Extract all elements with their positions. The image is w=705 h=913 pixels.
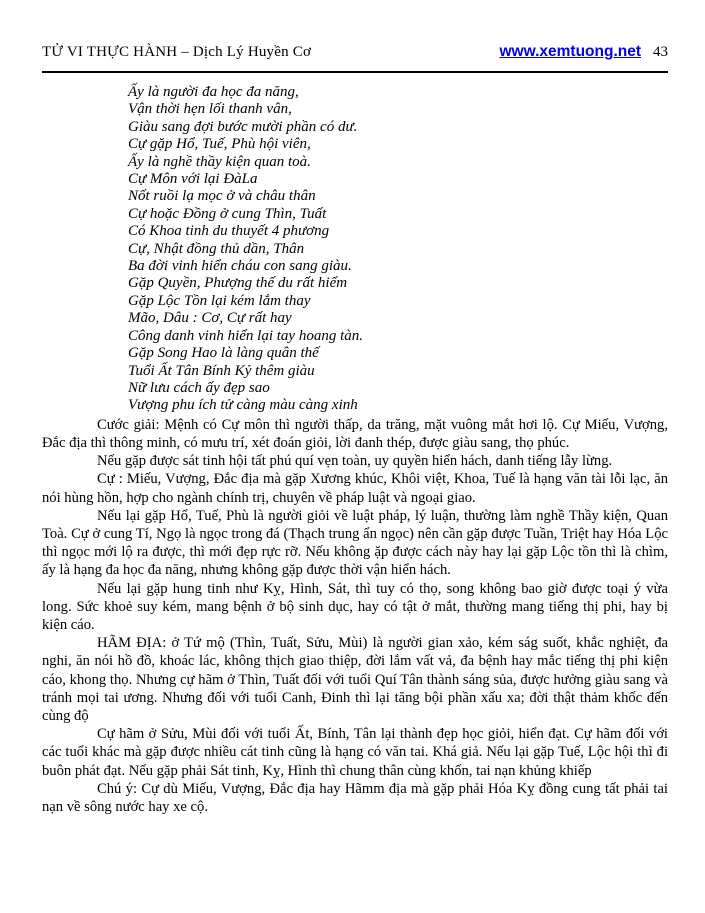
- verse-line: Gặp Quyền, Phượng thế du rất hiếm: [128, 275, 348, 292]
- verse-line: Gặp Lộc Tồn lại kém lắm thay: [128, 292, 311, 309]
- verse-line: Gặp Song Hao là làng quân thế: [128, 345, 319, 362]
- verse-line: Nữ lưu cách ấy đẹp sao: [128, 379, 270, 396]
- page-header: [42, 44, 668, 60]
- book-title: TỬ VI THỰC HÀNH – Dịch Lý Huyền Cơ: [42, 44, 312, 60]
- verse-line: Nốt ruồi lạ mọc ở và châu thân: [128, 188, 316, 205]
- verse-line: Mão, Dâu : Cơ, Cự rất hay: [128, 310, 292, 327]
- verse-line: Cự, Nhật đồng thủ dần, Thân: [128, 240, 305, 257]
- verse-line: Công danh vinh hiển lại tay hoang tàn.: [128, 327, 363, 344]
- verse-line: Cự hoặc Đồng ở cung Thìn, Tuất: [128, 205, 327, 222]
- paragraph: HÃM ĐỊA: ở Tứ mộ (Thìn, Tuất, Sửu, Mùi) là người gian xảo, kém ság suốt, khắc nghiệt, đa nghi, ăn nói hồ đồ, khoác lác, không thịch giao thiệp, đời lắm vất vả, đa bệnh hay mắc tiếng thị phi kiện cáo, khong thọ. Nhưng cự hãm ở Thìn, Tuất đối với tuổi Quí Tân thành sáng sủa, được hưởng giàu sang và tránh mọi tai ương. Nhưng đối với tuổi Canh, Đinh thì lại tăng bội phần xấu xa; đời thật thảm khốc đến cùng độ: [42, 635, 668, 724]
- header-divider: [42, 71, 668, 73]
- verse-line: Có Khoa tinh du thuyết 4 phương: [128, 223, 330, 240]
- header-right: [499, 44, 668, 60]
- verse-line: Ấy là nghề thầy kiện quan toà.: [128, 153, 311, 170]
- verse-line: Vượng phu ích tử càng màu càng xinh: [128, 397, 358, 414]
- verse-line: Vận thời hẹn lối thanh vân,: [128, 101, 292, 118]
- paragraph: Nếu lại gặp Hổ, Tuế, Phù là người giỏi về luật pháp, lý luận, thường làm nghề Thầy kiện, Quan Toà. Cự ở cung Tí, Ngọ là ngọc trong đá (Thạch trung ẩn ngọc) nên cần gặp được Tuần, Triệt hay Hóa Lộc thì ngọc mới lộ ra được, thì mới đẹp rực rỡ. Nếu không ặp được cách này hay lại gặp Lộc tồn thì là chìm, ấy là hạng đa học đa năng, nhưng không gặp được thời vận hiển hách.: [42, 507, 668, 579]
- paragraph: Cước giải: Mệnh có Cự môn thì người thấp, da trăng, mặt vuông mắt hơi lộ. Cự Miếu, Vượng, Đắc địa thì thông minh, có mưu trí, xét đoán giỏi, lời đanh thép, được giàu sang, thọ phúc.: [42, 416, 668, 451]
- verse-line: Ấy là người đa học đa năng,: [128, 84, 299, 100]
- verse-block: [128, 84, 668, 415]
- verse-line: Tuổi Ất Tân Bính Kỷ thêm giàu: [128, 362, 315, 379]
- verse-line: Ba đời vinh hiển cháu con sang giàu.: [128, 258, 352, 275]
- paragraph: Cự hãm ở Sửu, Mùi đối với tuổi Ất, Bính, Tân lại thành đẹp học giỏi, hiển đạt. Cự hãm đối với các tuổi khác mà gặp được nhiều cát tinh cũng là hạng có văn tai. Khá giả. Nếu lại gặp Tuế, Lộc hội thì đi buôn phát đạt. Nếu gặp phải Sát tinh, Kỵ, Hình thì chung thân cùng khốn, tai nạn khủng khiếp: [42, 726, 668, 779]
- paragraph: Nếu gặp được sát tinh hội tất phú quí vẹn toàn, uy quyền hiển hách, danh tiếng lẫy lừng.: [97, 453, 613, 470]
- paragraph: Nếu lại gặp hung tinh như Kỵ, Hình, Sát, thì tuy có thọ, song không bao giờ được toại ý vừa long. Sức khoẻ suy kém, mang bệnh ở bộ sinh dục, hay có tật ở mắt, thường mang tiếng thị phi, hay bị kiện cáo.: [42, 580, 668, 633]
- prose-block: [42, 416, 668, 816]
- verse-line: Cự gặp Hổ, Tuế, Phù hội viên,: [128, 136, 311, 153]
- verse-line: Giàu sang đợi bước mười phần có dư.: [128, 118, 358, 135]
- page-number: 43: [653, 44, 668, 60]
- verse-line: Cự Môn với lại ĐàLa: [128, 171, 258, 188]
- paragraph: Cự : Miếu, Vượng, Đắc địa mà gặp Xương khúc, Khôi việt, Khoa, Tuế là hạng văn tài lỗi lạc, ăn nói hùng hồn, hợp cho ngành chính trị, chuyên về pháp luật và ngoại giao.: [42, 471, 668, 506]
- paragraph: Chú ý: Cự dù Miếu, Vượng, Đắc địa hay Hãmm địa mà gặp phải Hóa Kỵ đồng cung tất phải tai nạn về sông nước hay xe cộ.: [42, 780, 668, 815]
- site-link[interactable]: www.xemtuong.net: [499, 43, 641, 60]
